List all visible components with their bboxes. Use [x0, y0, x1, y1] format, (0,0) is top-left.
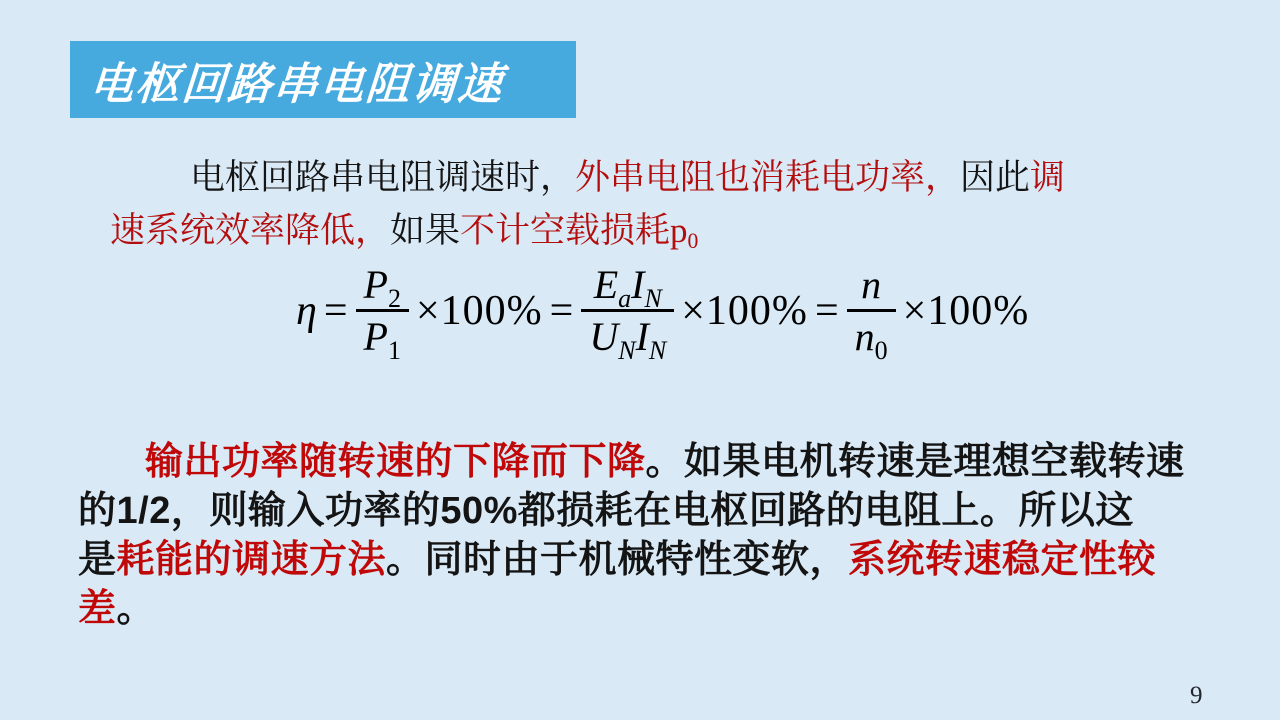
text-segment-highlight: 速系统效率降低， [110, 211, 391, 250]
intro-line-1 [110, 150, 1170, 203]
text-segment: 电枢回路串电阻调速时， [190, 158, 576, 197]
text-segment: 。如果电机转速是理想空载转速 [645, 441, 1185, 483]
conclusion-paragraph [78, 430, 1208, 630]
efficiency-formula [296, 262, 1030, 366]
formula-var: I [631, 262, 645, 307]
text-segment-highlight: 耗能的调速方法 [116, 539, 387, 581]
intro-paragraph [110, 150, 1170, 256]
fraction-eain-unin: E a I N U N I N [581, 264, 674, 358]
text-segment-highlight: 输出功率随转速的下降而下降 [145, 441, 646, 483]
slide-title: 电枢回路串电阻调速 [87, 59, 506, 109]
text-segment-highlight: 系统转速稳定性较 [848, 539, 1157, 581]
equals-sign: = [323, 288, 349, 334]
text-segment: 。同时由于机械特性变软， [386, 539, 849, 581]
formula-var: E [593, 262, 619, 307]
conclusion-line-4 [78, 577, 1208, 630]
text-segment: 因此 [960, 158, 1031, 197]
subscript-zero: 0 [687, 229, 699, 254]
title-banner [70, 41, 576, 118]
equals-sign: = [549, 288, 575, 334]
intro-line-2 [110, 203, 1170, 256]
fraction-n-n0: n n 0 [847, 264, 896, 358]
conclusion-line-1 [78, 430, 1208, 483]
equals-sign: = [814, 288, 840, 334]
text-segment: 是 [78, 539, 117, 581]
formula-var: n [861, 262, 882, 307]
text-segment-highlight: 差 [78, 588, 117, 630]
formula-eta: η [296, 288, 317, 334]
text-segment-highlight: 调 [1030, 158, 1066, 197]
text-segment: 。 [116, 588, 156, 630]
formula-var: U [589, 314, 619, 359]
text-segment: 如果 [390, 211, 461, 250]
conclusion-line-3 [78, 528, 1208, 581]
formula-var: I [635, 314, 649, 359]
formula-var: n [854, 314, 875, 359]
text-segment-highlight: 不计空载损耗p [460, 211, 688, 250]
formula-var: P [363, 262, 388, 307]
fraction-p2-p1: P 2 P 1 [356, 264, 409, 358]
conclusion-line-2 [78, 479, 1208, 532]
text-segment-highlight: 外串电阻也消耗电功率， [575, 158, 961, 197]
formula-var: P [363, 314, 388, 359]
times-100-percent: ×100% [415, 288, 543, 334]
text-segment: 的1/2，则输入功率的50%都损耗在电枢回路的电阻上。所以这 [78, 490, 1134, 532]
page-number: 9 [1190, 682, 1203, 709]
times-100-percent: ×100% [681, 288, 808, 334]
times-100-percent: ×100% [902, 288, 1030, 334]
